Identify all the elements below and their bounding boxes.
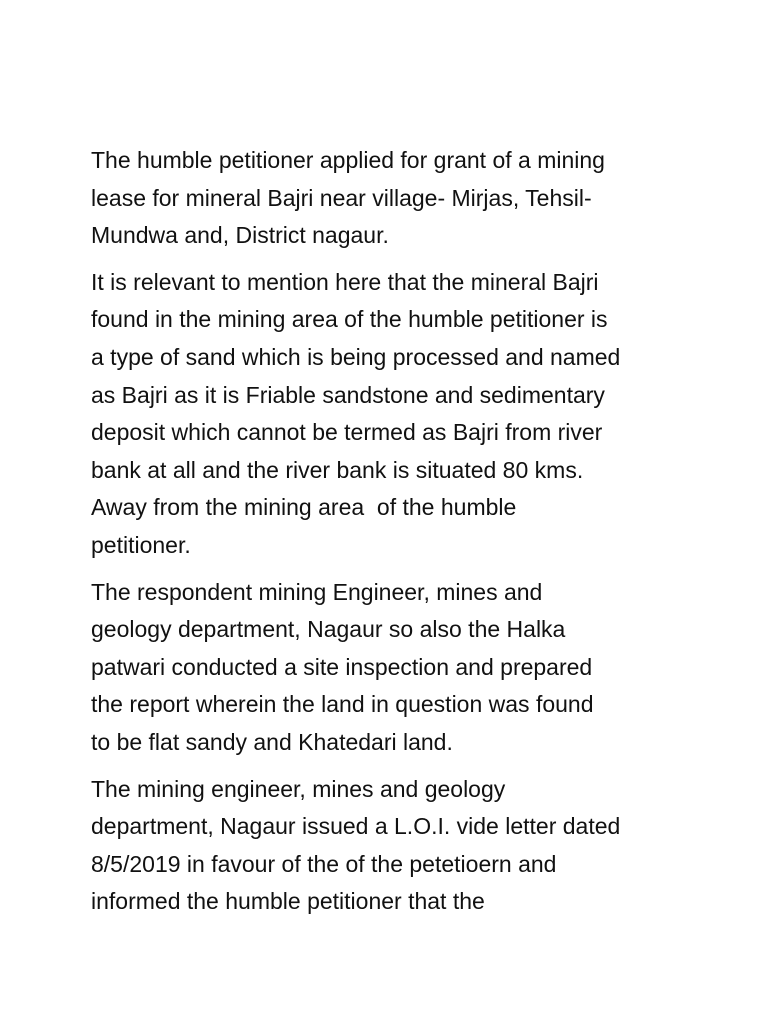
text-line: found in the mining area of the humble petitioner is: [91, 306, 608, 333]
text-line: bank at all and the river bank is situated 80 kms.: [91, 456, 584, 483]
text-line: the report wherein the land in question was found: [91, 691, 594, 718]
text-line: a type of sand which is being processed and named: [91, 343, 621, 370]
paragraph-1: [91, 142, 691, 255]
text-line: informed the humble petitioner that the: [91, 888, 485, 915]
text-line: 8/5/2019 in favour of the of the petetioern and: [91, 850, 557, 877]
text-line: petitioner.: [91, 531, 191, 558]
text-line: department, Nagaur issued a L.O.I. vide letter dated: [91, 813, 621, 840]
paragraph-4: [91, 771, 691, 921]
paragraph-2: [91, 264, 691, 565]
paragraph-3: [91, 574, 691, 762]
document-body: [91, 142, 691, 930]
text-line: to be flat sandy and Khatedari land.: [91, 728, 453, 755]
text-line: Away from the mining area of the humble: [91, 494, 517, 521]
text-line: patwari conducted a site inspection and prepared: [91, 653, 593, 680]
text-line: Mundwa and, District nagaur.: [91, 222, 389, 249]
text-line: The mining engineer, mines and geology: [91, 775, 506, 802]
text-line: geology department, Nagaur so also the Halka: [91, 616, 566, 643]
text-line: The respondent mining Engineer, mines and: [91, 578, 543, 605]
text-line: lease for mineral Bajri near village- Mirjas, Tehsil-: [91, 184, 592, 211]
text-line: as Bajri as it is Friable sandstone and sedimentary: [91, 381, 605, 408]
text-line: deposit which cannot be termed as Bajri from river: [91, 419, 603, 446]
text-line: It is relevant to mention here that the mineral Bajri: [91, 268, 599, 295]
text-line: The humble petitioner applied for grant of a mining: [91, 147, 605, 173]
